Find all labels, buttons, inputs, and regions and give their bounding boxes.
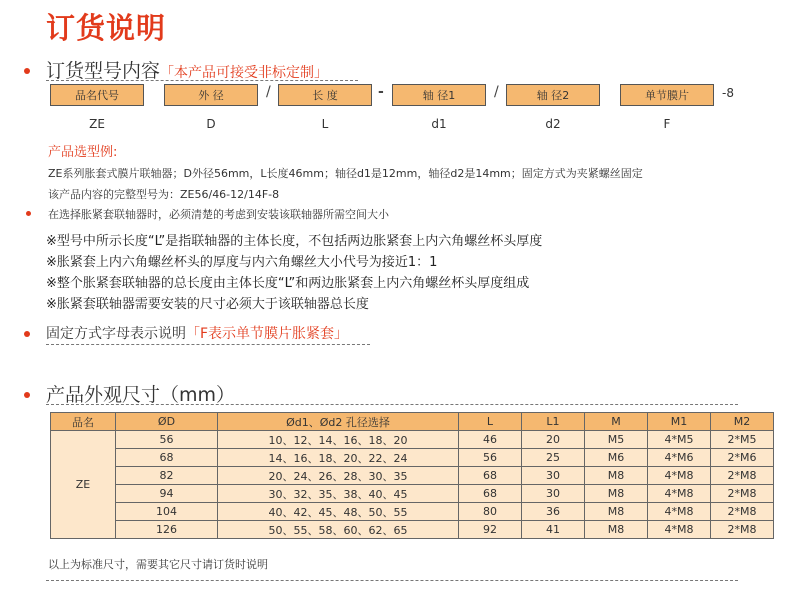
dimensions-table [50,412,774,539]
table-cell: 126 [116,521,218,539]
table-cell: 30 [522,485,585,503]
table-cell: 10、12、14、16、18、20 [218,431,459,449]
example-heading: 产品选型例: [48,145,118,160]
separator: - [378,84,384,100]
order-model-heading-text: 订货型号内容 [46,60,161,82]
divider [46,580,738,581]
table-cell: 50、55、58、60、62、65 [218,521,459,539]
table-cell: M8 [585,467,648,485]
table-cell: M6 [585,449,648,467]
table-cell: 4*M8 [648,521,711,539]
order-model-heading [46,56,328,83]
model-suffix: -8 [722,86,734,100]
table-cell: M8 [585,485,648,503]
example-full-model: 该产品内容的完整型号为：ZE56/46-12/14F-8 [48,188,280,201]
dimensions-heading: 产品外观尺寸（mm） [46,384,236,406]
model-code: F [663,117,671,131]
table-cell: 2*M8 [711,485,774,503]
fixing-note: 「F表示单节膜片胀紧套」 [186,326,349,342]
table-cell: 68 [459,485,522,503]
table-cell: 4*M5 [648,431,711,449]
table-cell: 30、32、35、38、40、45 [218,485,459,503]
column-header: ØD [116,413,218,431]
separator: / [266,84,271,100]
model-box-outer-diameter: 外 径 [164,84,258,106]
footer-note: 以上为标准尺寸，需要其它尺寸请订货时说明 [48,558,268,571]
example-description: ZE系列胀套式膜片联轴器；D外径56mm，L长度46mm；轴径d1是12mm，轴径d2是14mm；固定方式为夹紧螺丝固定 [48,167,643,180]
table-header-row [51,413,774,431]
table-cell: 20 [522,431,585,449]
column-header: L [459,413,522,431]
table-cell: M8 [585,521,648,539]
separator: / [494,84,499,100]
model-box-bore-1: 轴 径1 [392,84,486,106]
table-cell: M5 [585,431,648,449]
divider [46,404,738,405]
bullet-icon [24,392,30,398]
table-cell: 68 [459,467,522,485]
divider [46,80,358,81]
table-row [51,485,774,503]
column-header: M [585,413,648,431]
page-title: 订货说明 [46,11,167,45]
column-header: M2 [711,413,774,431]
model-box-diaphragm: 单节膜片 [620,84,714,106]
model-code: L [321,117,329,131]
table-row [51,503,774,521]
note-line: ※胀紧套上内六角螺丝杯头的厚度与内六角螺丝大小代号为接近1：1 [46,255,438,270]
model-code: d2 [545,117,561,131]
table-row [51,449,774,467]
table-cell: 2*M8 [711,467,774,485]
table-cell: 30 [522,467,585,485]
table-cell: 94 [116,485,218,503]
model-box-length: 长 度 [278,84,372,106]
table-cell: 104 [116,503,218,521]
table-cell: 82 [116,467,218,485]
column-header: M1 [648,413,711,431]
table-cell: 2*M8 [711,503,774,521]
table-cell: 4*M8 [648,467,711,485]
custom-order-note: 「本产品可接受非标定制」 [160,65,329,81]
table-cell: 4*M8 [648,485,711,503]
table-row [51,521,774,539]
table-cell: M8 [585,503,648,521]
column-header: L1 [522,413,585,431]
fixing-heading-text: 固定方式字母表示说明 [46,326,186,342]
model-box-bore-2: 轴 径2 [506,84,600,106]
model-box-product-code: 品名代号 [50,84,144,106]
product-name-cell: ZE [51,431,116,539]
table-cell: 14、16、18、20、22、24 [218,449,459,467]
column-header: Ød1、Ød2 孔径选择 [218,413,459,431]
table-cell: 92 [459,521,522,539]
table-cell: 4*M8 [648,503,711,521]
bullet-icon [24,331,30,337]
note-line: ※胀紧套联轴器需要安装的尺寸必须大于该联轴器总长度 [46,297,369,312]
bullet-icon [26,211,31,216]
table-cell: 2*M8 [711,521,774,539]
table-cell: 80 [459,503,522,521]
table-cell: 20、24、26、28、30、35 [218,467,459,485]
table-cell: 25 [522,449,585,467]
table-cell: 56 [459,449,522,467]
note-line: ※型号中所示长度“L”是指联轴器的主体长度，不包括两边胀紧套上内六角螺丝杯头厚度 [46,234,543,249]
bullet-icon [24,68,30,74]
table-row [51,467,774,485]
column-header: 品名 [51,413,116,431]
table-cell: 40、42、45、48、50、55 [218,503,459,521]
table-cell: 2*M6 [711,449,774,467]
space-note: 在选择胀紧套联轴器时，必须清楚的考虑到安装该联轴器所需空间大小 [48,208,389,221]
table-cell: 46 [459,431,522,449]
note-line: ※整个胀紧套联轴器的总长度由主体长度“L”和两边胀紧套上内六角螺丝杯头厚度组成 [46,276,530,291]
model-code: d1 [431,117,447,131]
model-code: D [206,117,216,131]
table-cell: 2*M5 [711,431,774,449]
table-row [51,431,774,449]
table-cell: 41 [522,521,585,539]
table-cell: 4*M6 [648,449,711,467]
fixing-heading [46,323,348,343]
divider [46,344,370,345]
table-cell: 68 [116,449,218,467]
model-code: ZE [89,117,105,131]
table-cell: 36 [522,503,585,521]
table-cell: 56 [116,431,218,449]
